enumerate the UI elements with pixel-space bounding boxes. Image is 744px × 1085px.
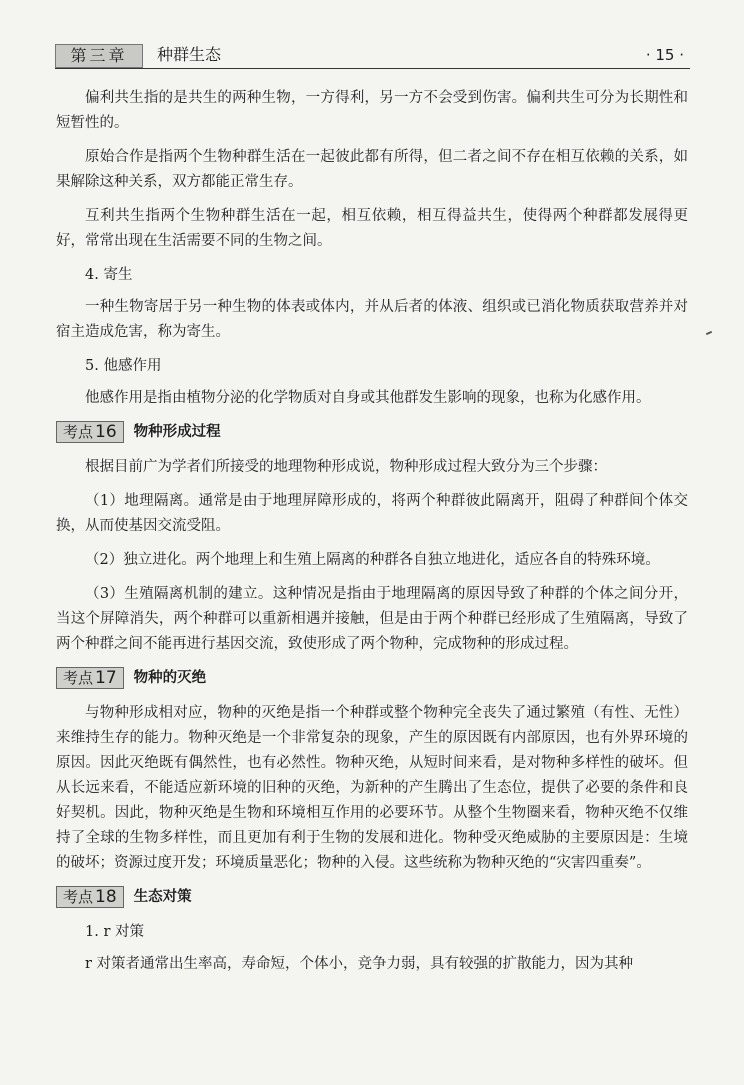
page-body xyxy=(56,86,688,986)
kaodian-title: 物种形成过程 xyxy=(133,423,221,440)
paragraph-speciation-step-1: （1）地理隔离。通常是由于地理屏障形成的，将两个种群彼此隔离开，阻碍了种群间个体交换，从而使基因交流受阻。 xyxy=(56,493,688,534)
paragraph-speciation-step-3: （3）生殖隔离机制的建立。这种情况是指由于地理隔离的原因导致了种群的个体之间分开，当这个屏障消失，两个种群可以重新相遇并接触，但是由于两个种群已经形成了生殖隔离，导致了两个种群之间不能再进行基因交流，致使形成了两个物种，完成物种的形成过程。 xyxy=(56,586,688,652)
paragraph-speciation-intro: 根据目前广为学者们所接受的地理物种形成说，物种形成过程大致分为三个步骤： xyxy=(85,459,607,475)
kaodian-badge: 考点 18 xyxy=(56,886,124,908)
chapter-title: 种群生态 xyxy=(157,45,222,64)
kaodian-18-heading xyxy=(56,885,688,909)
paragraph-r-strategy: r 对策者通常出生率高，寿命短，个体小，竞争力弱，具有较强的扩散能力，因为其种 xyxy=(85,956,634,972)
kaodian-17-heading xyxy=(56,666,688,690)
kaodian-16-heading xyxy=(56,420,688,444)
page-number: · 15 · xyxy=(645,46,684,64)
chapter-label: 第三章 xyxy=(55,44,143,68)
paragraph-protocooperation: 原始合作是指两个生物种群生活在一起彼此都有所得，但二者之间不存在相互依赖的关系，如果解除这种关系，双方都能正常生存。 xyxy=(56,149,688,190)
paragraph-allelopathy: 他感作用是指由植物分泌的化学物质对自身或其他群发生影响的现象，也称为化感作用。 xyxy=(85,390,651,406)
kaodian-badge: 考点 17 xyxy=(56,667,124,689)
paragraph-commensalism: 偏利共生指的是共生的两种生物，一方得利，另一方不会受到伤害。偏利共生可分为长期性和短暂性的。 xyxy=(56,90,688,131)
paragraph-speciation-step-2: （2）独立进化。两个地理上和生殖上隔离的种群各自独立地进化，适应各自的特殊环境。 xyxy=(85,552,660,568)
heading-parasitism: 4. 寄生 xyxy=(85,267,133,283)
paragraph-mutualism: 互利共生指两个生物种群生活在一起，相互依赖，相互得益共生，使得两个种群都发展得更好，常常出现在生活需要不同的生物之间。 xyxy=(56,208,688,249)
pen-mark xyxy=(706,331,712,335)
page-header xyxy=(55,42,690,69)
kaodian-badge: 考点 16 xyxy=(56,421,124,443)
heading-allelopathy: 5. 他感作用 xyxy=(85,358,162,374)
paragraph-extinction: 与物种形成相对应，物种的灭绝是指一个种群或整个物种完全丧失了通过繁殖（有性、无性）来维持生存的能力。物种灭绝是一个非常复杂的现象，产生的原因既有内部原因，也有外界环境的原因。因此灭绝既有偶然性，也有必然性。物种灭绝，从短时间来看，是对物种多样性的破坏。但从长远来看，不能适应新环境的旧种的灭绝，为新种的产生腾出了生态位，提供了必要的条件和良好契机。因此，物种灭绝是生物和环境相互作用的必要环节。从整个生物圈来看，物种灭绝不仅维持了全球的生物多样性，而且更加有利于生物的发展和进化。物种受灭绝威胁的主要原因是：生境的破坏；资源过度开发；环境质量恶化；物种的入侵。这些统称为物种灭绝的“灾害四重奏”。 xyxy=(56,705,688,871)
heading-r-strategy: 1. r 对策 xyxy=(85,924,144,940)
kaodian-title: 生态对策 xyxy=(133,888,192,905)
kaodian-title: 物种的灭绝 xyxy=(133,669,207,686)
paragraph-parasitism: 一种生物寄居于另一种生物的体表或体内，并从后者的体液、组织或已消化物质获取营养并对宿主造成危害，称为寄生。 xyxy=(56,299,688,340)
